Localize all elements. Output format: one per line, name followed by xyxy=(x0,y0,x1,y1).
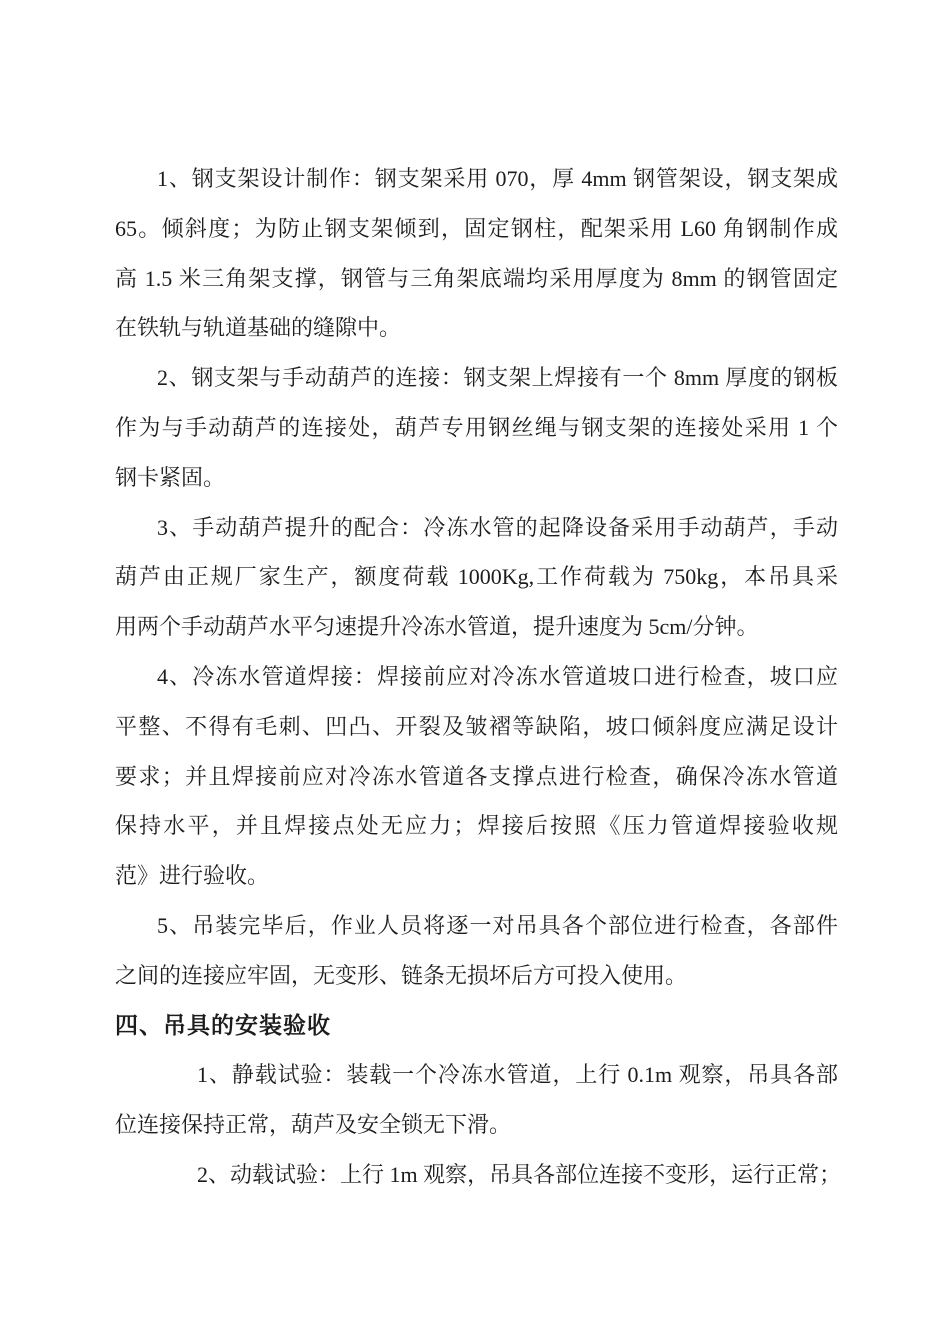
text-line: 2、钢支架与手动葫芦的连接：钢支架上焊接有一个 8mm 厚度的钢板 xyxy=(157,365,838,391)
paragraph xyxy=(115,1050,838,1150)
text-line: 2、动载试验：上行 1m 观察，吊具各部位连接不变形，运行正常； xyxy=(197,1161,842,1187)
text-line: 葫芦由正规厂家生产，额度荷载 1000Kg,工作荷载为 750kg，本吊具采 xyxy=(115,564,838,590)
text-line: 要求；并且焊接前应对冷冻水管道各支撑点进行检查，确保冷冻水管道 xyxy=(115,763,838,789)
paragraph xyxy=(115,1150,842,1200)
text-line: 65。倾斜度；为防止钢支架倾到，固定钢柱，配架采用 L60 角钢制作成 xyxy=(115,215,838,241)
text-line: 作为与手动葫芦的连接处，葫芦专用钢丝绳与钢支架的连接处采用 1 个 xyxy=(115,414,838,440)
text-line: 高 1.5 米三角架支撑，钢管与三角架底端均采用厚度为 8mm 的钢管固定 xyxy=(115,265,838,291)
text-line: 用两个手动葫芦水平匀速提升冷冻水管道，提升速度为 5cm/分钟。 xyxy=(115,614,759,640)
text-line: 位连接保持正常，葫芦及安全锁无下滑。 xyxy=(115,1112,512,1138)
text-line: 钢卡紧固。 xyxy=(115,464,226,490)
text-line: 4、冷冻水管道焊接：焊接前应对冷冻水管道坡口进行检查，坡口应 xyxy=(157,663,838,689)
heading-text-line: 四、吊具的安装验收 xyxy=(115,1011,331,1038)
paragraph xyxy=(115,503,838,652)
paragraph xyxy=(115,901,838,1001)
text-line: 3、手动葫芦提升的配合：冷冻水管的起降设备采用手动葫芦，手动 xyxy=(157,514,838,540)
section-heading xyxy=(115,1001,838,1051)
text-line: 1、静载试验：装载一个冷冻水管道，上行 0.1m 观察，吊具各部 xyxy=(197,1062,838,1088)
paragraph xyxy=(115,154,838,353)
text-line: 之间的连接应牢固，无变形、链条无损坏后方可投入使用。 xyxy=(115,962,688,988)
text-line: 平整、不得有毛刺、凹凸、开裂及皱褶等缺陷，坡口倾斜度应满足设计 xyxy=(115,713,838,739)
text-line: 保持水平，并且焊接点处无应力；焊接后按照《压力管道焊接验收规 xyxy=(115,813,838,839)
text-line: 范》进行验收。 xyxy=(115,863,270,889)
text-line: 1、钢支架设计制作：钢支架采用 070，厚 4mm 钢管架设，钢支架成 xyxy=(157,166,838,191)
paragraph xyxy=(115,652,838,901)
text-line: 5、吊装完毕后，作业人员将逐一对吊具各个部位进行检查，各部件 xyxy=(157,912,838,938)
text-line: 在铁轨与轨道基础的缝隙中。 xyxy=(115,315,402,341)
paragraph xyxy=(115,353,838,502)
document-body xyxy=(115,154,842,1200)
